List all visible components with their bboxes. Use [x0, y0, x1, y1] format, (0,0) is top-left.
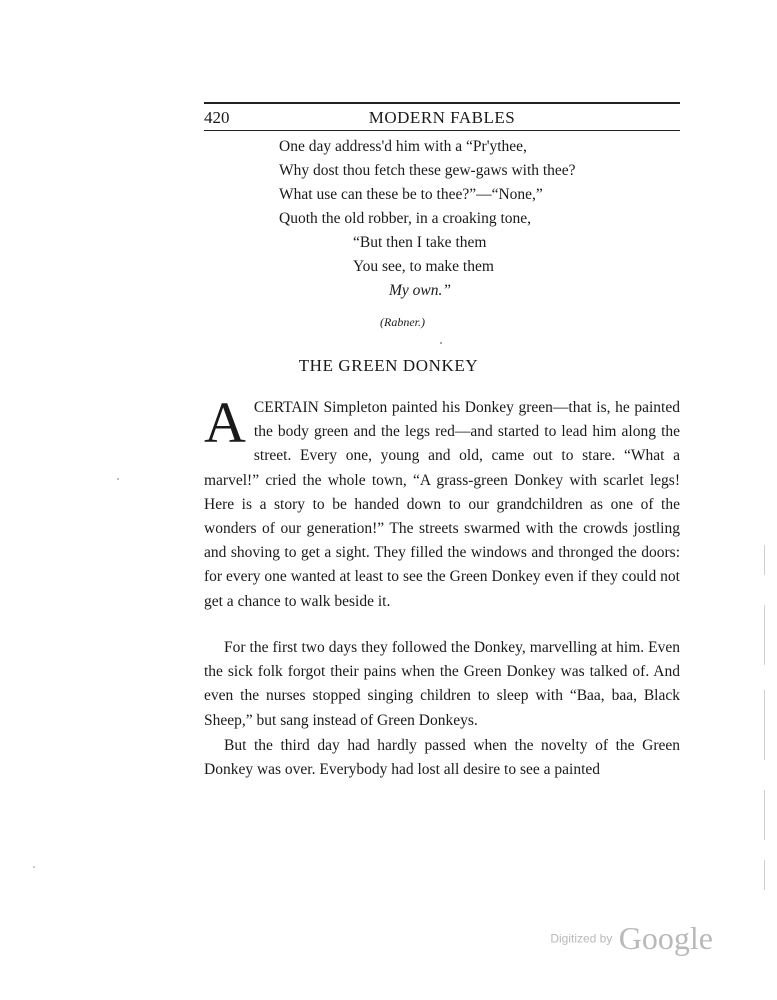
verse-line: Why dost thou fetch these gew-gaws with thee?	[279, 162, 576, 179]
watermark-prefix: Digitized by	[550, 931, 613, 946]
paragraph-text: CERTAIN Simpleton painted his Donkey green—that is, he painted the body green and the legs red—and started to lead him along the street. Every one, young and old, came out to stare. “What a marvel!” cried the whole town, “A grass-green Donkey with scarlet legs! Here is a story to be handed down to our grandchildren as one of the wonders of our generation!” The streets swarmed with the crowds jostling and shoving to get a sight. They filled the windows and thronged the doors: for every one wanted at least to see the Green Donkey even if they could not get a chance to walk beside it.	[204, 399, 680, 610]
page-number: 420	[204, 108, 230, 127]
running-head: MODERN FABLES	[368, 108, 516, 127]
story-title: THE GREEN DONKEY	[298, 356, 479, 375]
print-speck	[33, 866, 35, 868]
attribution-text: (Rabner.)	[380, 315, 425, 329]
watermark-brand: Google	[618, 920, 713, 956]
digitized-by-watermark	[550, 920, 713, 957]
scan-edge-mark	[764, 860, 765, 890]
header-rule-bottom	[204, 130, 680, 131]
verse-line: What use can these be to thee?”—“None,”	[279, 186, 543, 203]
story-paragraph	[204, 390, 680, 614]
paragraph-text: But the third day had hardly passed when the novelty of the Green Donkey was over. Everybody had lost all desire to see a painted	[204, 737, 680, 779]
print-speck	[440, 342, 442, 344]
verse-line: You see, to make them	[353, 258, 494, 275]
verse-line: One day address'd him with a “Pr'ythee,	[279, 138, 527, 155]
verse-line: “But then I take them	[353, 234, 487, 251]
story-paragraph	[204, 636, 680, 733]
story-paragraph	[204, 734, 680, 782]
print-speck	[117, 478, 119, 480]
paragraph-text: For the first two days they followed the Donkey, marvelling at him. Even the sick folk forgot their pains when the Green Donkey was talked of. And even the nurses stopped singing children to sleep with “Baa, baa, Black Sheep,” but sang instead of Green Donkeys.	[204, 639, 680, 729]
scan-edge-mark	[764, 690, 765, 760]
verse-attribution	[0, 315, 777, 330]
header-rule-top	[204, 102, 680, 104]
scan-edge-mark	[764, 605, 765, 665]
drop-cap: A	[204, 390, 246, 455]
verse-line: My own.”	[389, 282, 451, 299]
page-header	[204, 107, 680, 129]
scan-edge-mark	[764, 545, 765, 575]
verse-line: Quoth the old robber, in a croaking tone,	[279, 210, 532, 227]
scan-edge-mark	[764, 790, 765, 840]
